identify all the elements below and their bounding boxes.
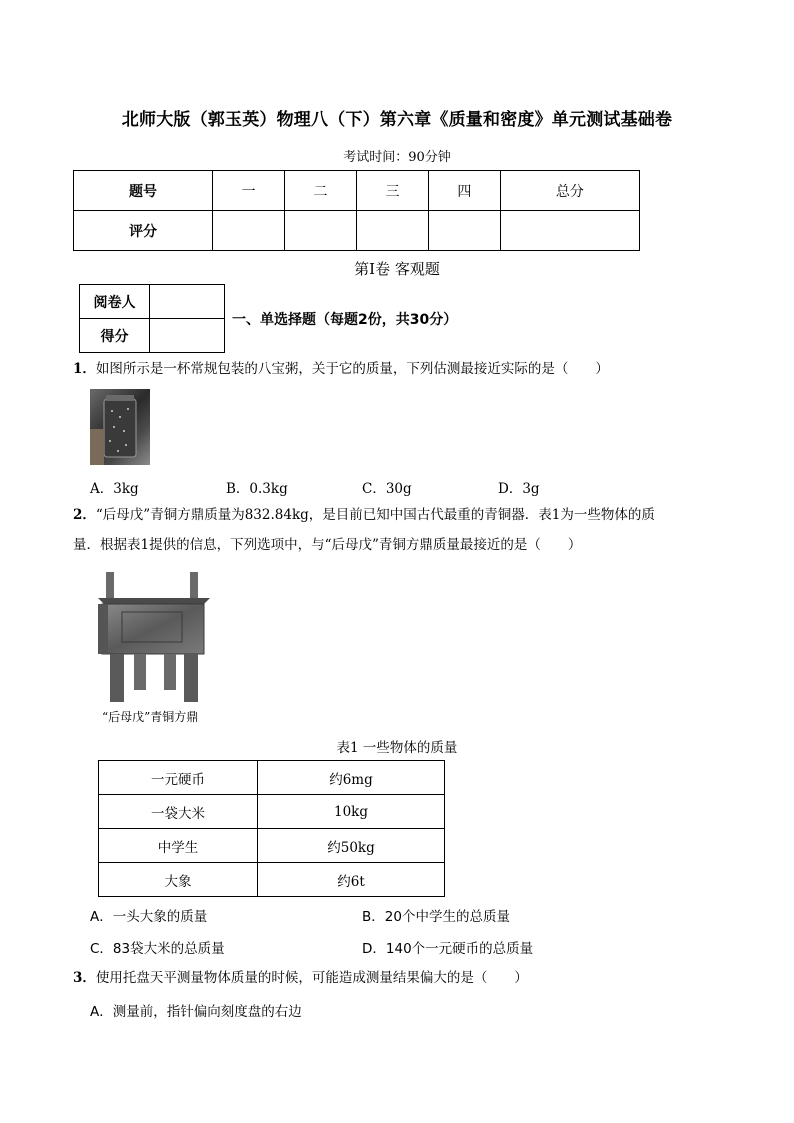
exam-time: 考试时间：90分钟: [343, 150, 451, 165]
q2-option-a: A．一头大象的质量: [90, 909, 208, 925]
porridge-cup-image: [90, 389, 150, 465]
question-number: 3．: [73, 970, 96, 986]
question-text: “后母戊”青铜方鼎质量为832.84kg，是目前已知中国古代最重的青铜器．表1为一些物体的质: [95, 507, 655, 523]
question-text: 如图所示是一杯常规包装的八宝粥，关于它的质量，下列估测最接近实际的是（ ）: [95, 361, 609, 377]
grader-table: [79, 284, 225, 353]
score-cell: [500, 211, 639, 251]
porridge-cup-icon: [90, 389, 150, 465]
question-2-line-1: [73, 504, 733, 526]
q3-option-a: A．测量前，指针偏向刻度盘的右边: [90, 1004, 302, 1020]
object-name: 一元硬币: [99, 761, 258, 795]
score-header-cell: 总分: [500, 171, 639, 211]
object-mass: 约6mg: [258, 761, 445, 795]
score-cell: [356, 211, 428, 251]
table-row: [99, 829, 445, 863]
table-row: [99, 863, 445, 897]
q2-option-d: D．140个一元硬币的总质量: [362, 941, 534, 957]
score-header-cell: 四: [428, 171, 500, 211]
question-1: [73, 358, 609, 380]
q2-option-b: B．20个中学生的总质量: [362, 909, 510, 925]
question-2-line-2: 量．根据表1提供的信息，下列选项中，与“后母戊”青铜方鼎质量最接近的是（ ）: [73, 537, 582, 553]
q1-option-c: C．30g: [362, 481, 412, 497]
object-mass: 约50kg: [258, 829, 445, 863]
question-3: [73, 967, 528, 989]
document-title: 北师大版（郭玉英）物理八（下）第六章《质量和密度》单元测试基础卷: [121, 110, 673, 130]
bronze-ding-image: [92, 570, 217, 705]
grader-score-label: 得分: [80, 319, 150, 353]
score-table-header-row: [74, 171, 640, 211]
bronze-ding-icon: [92, 570, 217, 705]
ding-image-caption: “后母戊”青铜方鼎: [102, 710, 199, 724]
q1-option-b: B．0.3kg: [226, 481, 288, 497]
object-name: 中学生: [99, 829, 258, 863]
q1-option-a: A．3kg: [90, 481, 139, 497]
table-row: [99, 795, 445, 829]
table-1-caption: 表1 一些物体的质量: [336, 740, 458, 756]
object-name: 一袋大米: [99, 795, 258, 829]
reviewer-cell: [150, 285, 225, 319]
volume-heading: 第Ⅰ卷 客观题: [354, 260, 440, 278]
score-cell: [285, 211, 357, 251]
section-title: 一、单选择题（每题2份，共30分）: [232, 312, 458, 328]
q2-option-c: C．83袋大米的总质量: [90, 941, 225, 957]
score-row-label: 评分: [74, 211, 213, 251]
score-header-cell: 一: [213, 171, 285, 211]
score-table: [73, 170, 640, 251]
question-text: 使用托盘天平测量物体质量的时候，可能造成测量结果偏大的是（ ）: [95, 970, 528, 986]
score-cell: [213, 211, 285, 251]
table-row: [99, 761, 445, 795]
grader-score-cell: [150, 319, 225, 353]
score-header-cell: 题号: [74, 171, 213, 211]
question-2: [73, 504, 733, 556]
question-number: 1．: [73, 361, 96, 377]
score-header-cell: 三: [356, 171, 428, 211]
reviewer-label: 阅卷人: [80, 285, 150, 319]
object-name: 大象: [99, 863, 258, 897]
score-cell: [428, 211, 500, 251]
object-mass: 约6t: [258, 863, 445, 897]
q1-option-d: D．3g: [498, 481, 540, 497]
object-mass: 10kg: [258, 795, 445, 829]
score-header-cell: 二: [285, 171, 357, 211]
mass-table: [98, 760, 445, 897]
question-number: 2．: [73, 507, 96, 523]
score-table-score-row: [74, 211, 640, 251]
